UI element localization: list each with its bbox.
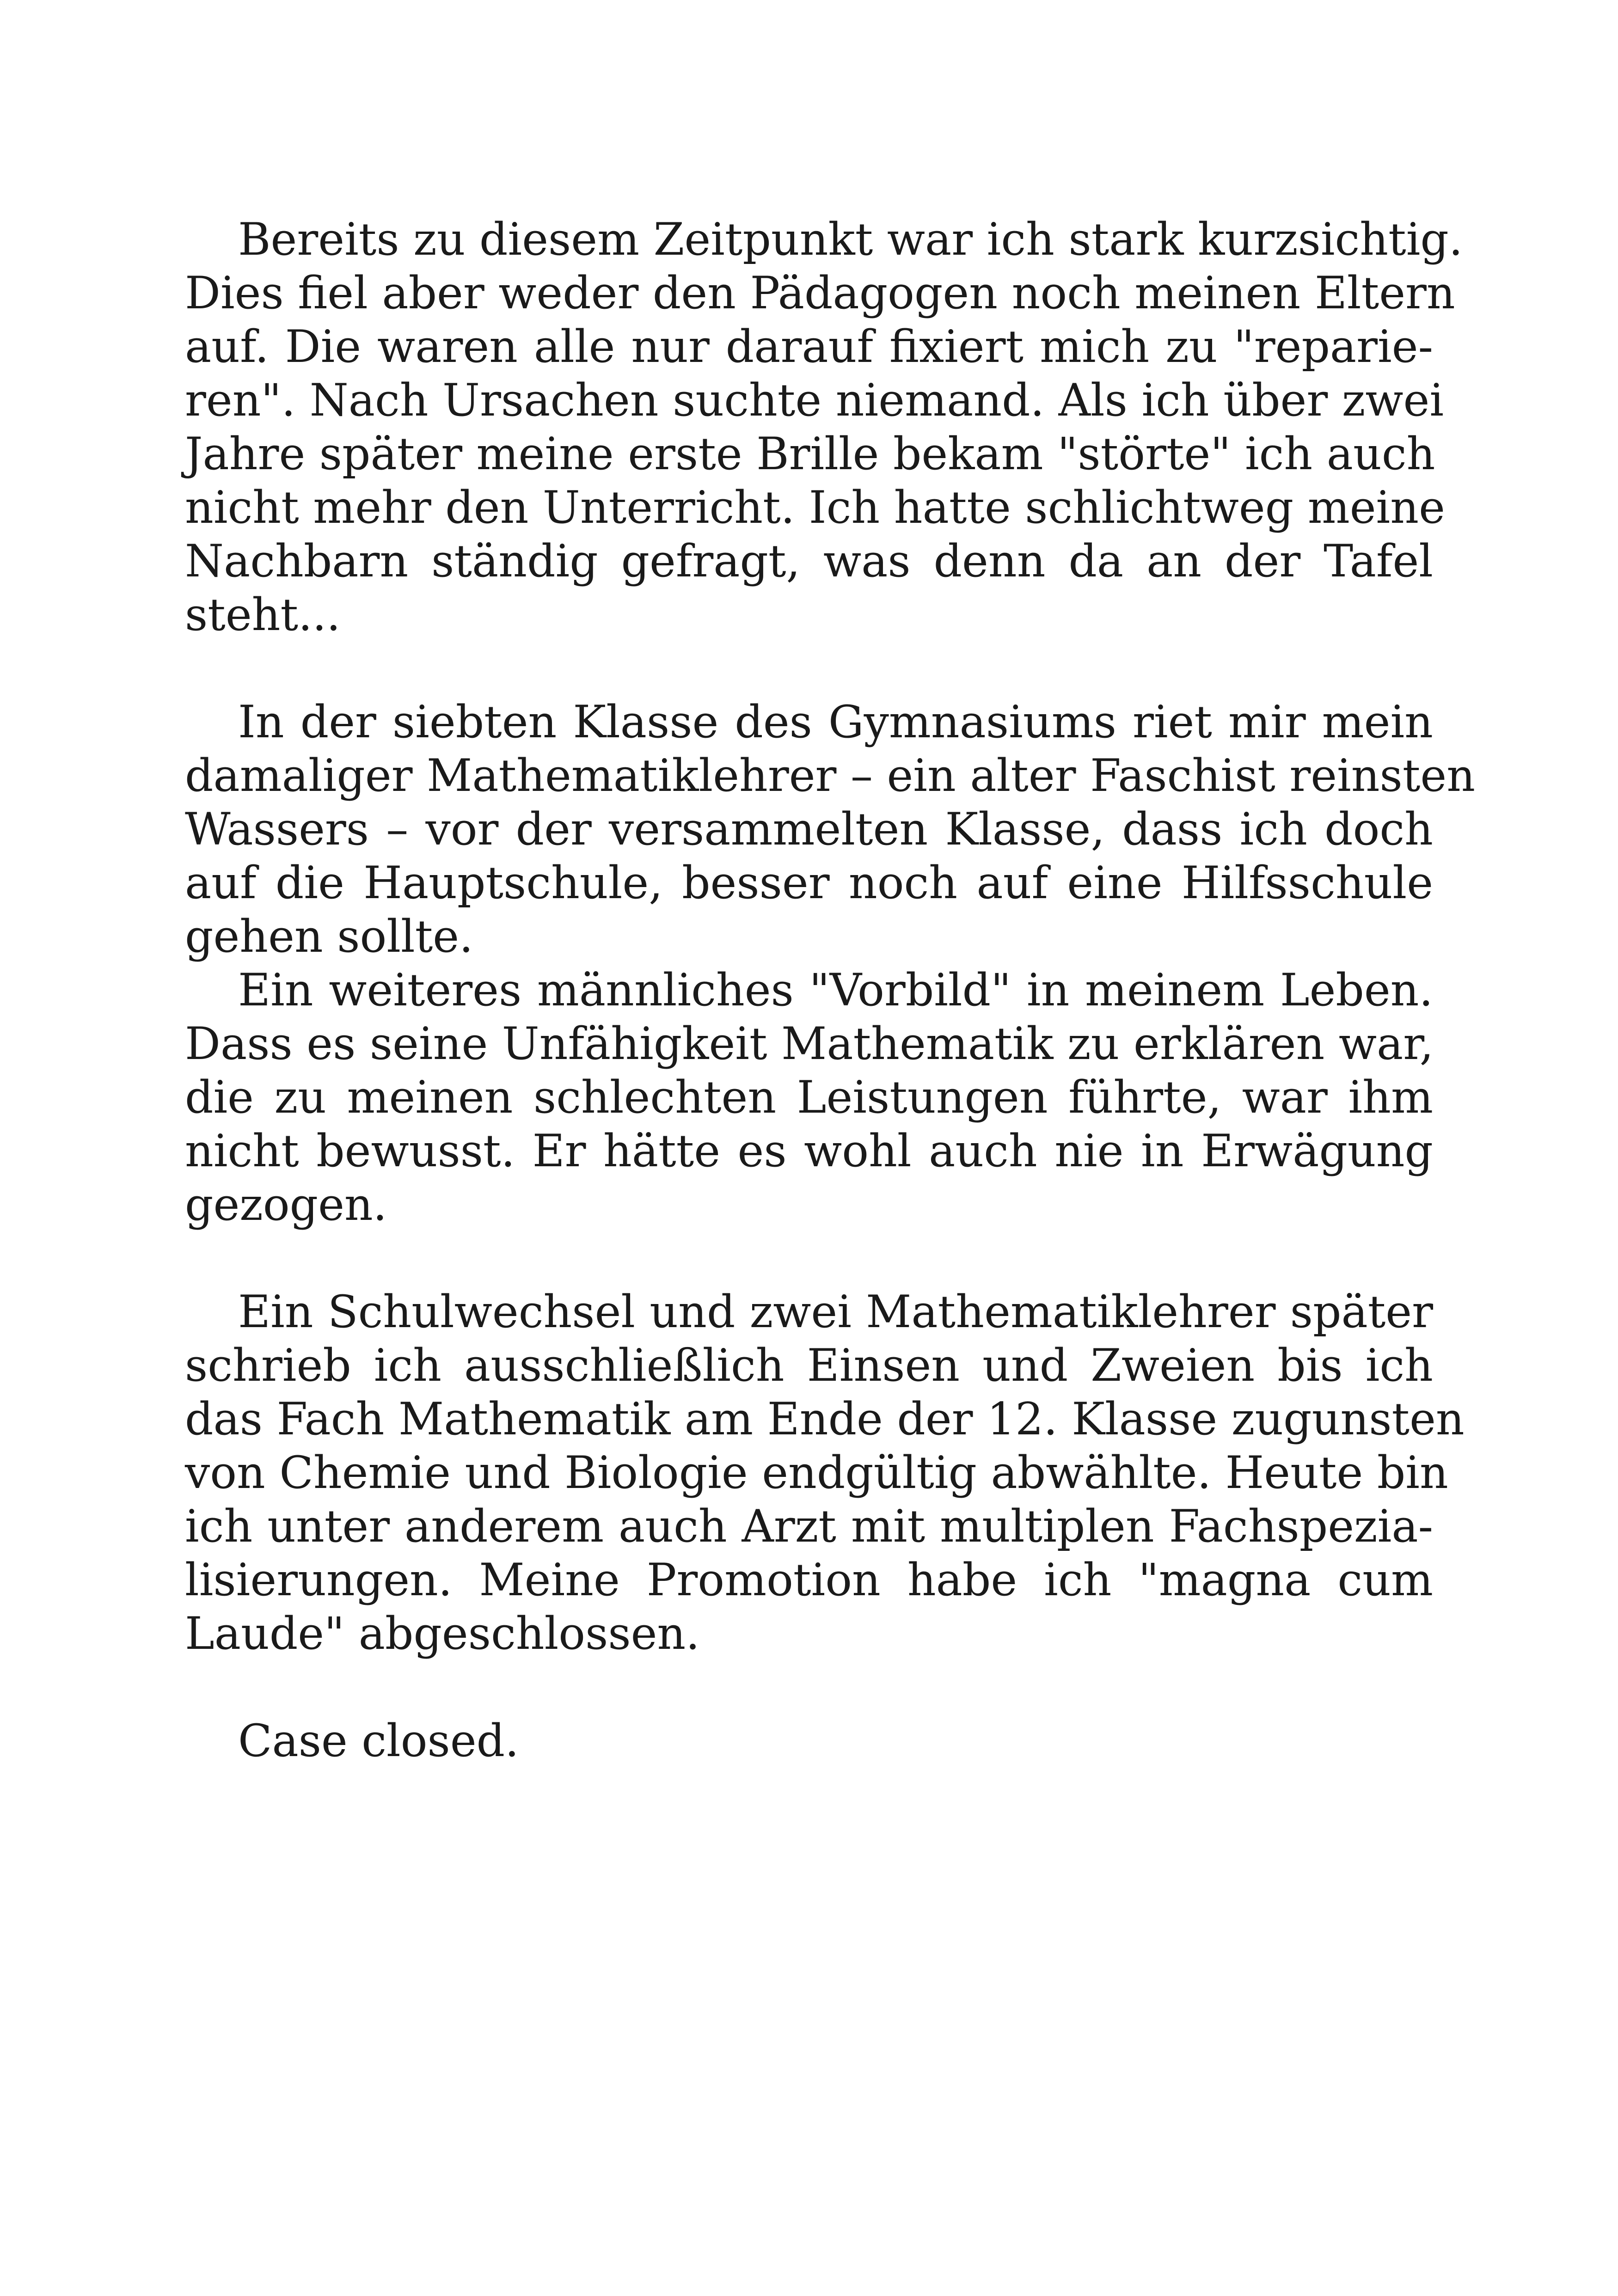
- text-line: Dass es seine Unfähigkeit Mathematik zu erklären war,: [185, 1018, 1434, 1070]
- text-line: ren". Nach Ursachen suchte niemand. Als ich über zwei: [185, 374, 1444, 426]
- text-line: Dies fiel aber weder den Pädagogen noch meinen Eltern: [185, 267, 1455, 319]
- text-line: steht...: [185, 589, 341, 641]
- text-line: Ein Schulwechsel und zwei Mathematiklehrer später: [238, 1286, 1433, 1338]
- paragraph: [185, 213, 1463, 642]
- text-line: nicht bewusst. Er hätte es wohl auch nie in Erwägung: [185, 1125, 1433, 1177]
- text-line: von Chemie und Biologie endgültig abwählte. Heute bin: [185, 1447, 1448, 1499]
- paragraph-gap: [185, 642, 1433, 695]
- paragraph-gap: [185, 1231, 1433, 1285]
- text-line: die zu meinen schlechten Leistungen führte, war ihm: [185, 1071, 1433, 1123]
- text-line: Case closed.: [238, 1715, 519, 1767]
- paragraph: [185, 1714, 1433, 1768]
- text-line: auf die Hauptschule, besser noch auf eine Hilfsschule: [185, 857, 1433, 909]
- text-line: Wassers – vor der versammelten Klasse, dass ich doch: [185, 803, 1433, 855]
- text-line: auf. Die waren alle nur darauf fixiert mich zu "reparie-: [185, 321, 1433, 373]
- text-line: Laude" abgeschlossen.: [185, 1608, 700, 1659]
- text-line: damaliger Mathematiklehrer – ein alter Faschist reinsten: [185, 750, 1476, 802]
- text-line: nicht mehr den Unterricht. Ich hatte schlichtweg meine: [185, 482, 1445, 533]
- text-line: gehen sollte.: [185, 911, 473, 962]
- paragraph-gap: [185, 1660, 1433, 1714]
- text-line: Ein weiteres männliches "Vorbild" in meinem Leben.: [238, 964, 1433, 1016]
- text-line: das Fach Mathematik am Ende der 12. Klasse zugunsten: [185, 1393, 1465, 1445]
- body-text: [185, 213, 1476, 1768]
- paragraph: [185, 695, 1476, 963]
- text-line: gezogen.: [185, 1179, 387, 1231]
- text-line: Nachbarn ständig gefragt, was denn da an der Tafel: [185, 535, 1433, 587]
- paragraph: [185, 963, 1433, 1231]
- text-line: lisierungen. Meine Promotion habe ich "magna cum: [185, 1554, 1433, 1606]
- paragraph: [185, 1285, 1465, 1660]
- text-line: schrieb ich ausschließlich Einsen und Zweien bis ich: [185, 1340, 1433, 1391]
- text-line: ich unter anderem auch Arzt mit multiplen Fachspezia-: [185, 1500, 1433, 1552]
- text-line: Jahre später meine erste Brille bekam "störte" ich auch: [185, 428, 1435, 480]
- text-line: Bereits zu diesem Zeitpunkt war ich stark kurzsichtig.: [238, 214, 1463, 265]
- text-line: In der siebten Klasse des Gymnasiums riet mir mein: [238, 696, 1433, 748]
